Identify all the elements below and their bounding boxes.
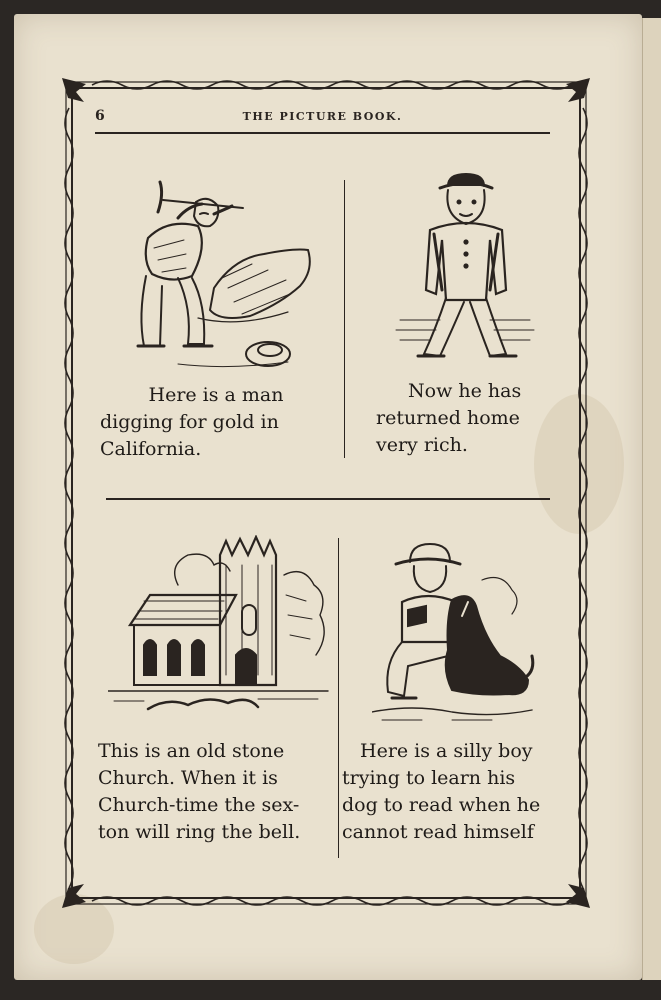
caption-line: Here is a silly boy — [360, 740, 533, 762]
caption-line: Church-time the sex- — [98, 794, 300, 816]
gold-digger-illustration — [118, 178, 313, 378]
caption-line: very rich. — [376, 434, 468, 456]
caption-line: California. — [100, 438, 202, 460]
caption-line: Here is a man — [148, 384, 284, 406]
adjacent-page-edge — [642, 18, 661, 980]
caption-gold-digger — [100, 382, 314, 463]
caption-line: cannot read himself — [342, 821, 534, 843]
page-number: 6 — [95, 108, 105, 124]
header-rule — [95, 132, 550, 134]
caption-line: trying to learn his — [342, 767, 516, 789]
caption-line: dog to read when he — [342, 794, 541, 816]
caption-line: returned home — [376, 407, 520, 429]
caption-line: This is an old stone — [98, 740, 285, 762]
caption-rich-man — [376, 378, 556, 459]
panel-divider-vertical-bottom — [338, 538, 339, 858]
boy-and-dog-illustration — [372, 540, 537, 730]
caption-boy-and-dog — [342, 738, 564, 846]
panel-divider-horizontal — [106, 498, 550, 500]
caption-line: Now he has — [408, 380, 522, 402]
caption-stone-church — [98, 738, 338, 846]
rich-man-illustration — [390, 170, 540, 370]
running-head — [95, 108, 550, 128]
stone-church-illustration — [108, 535, 333, 725]
book-title: THE PICTURE BOOK. — [242, 110, 403, 123]
caption-line: Church. When it is — [98, 767, 278, 789]
panel-divider-vertical-top — [344, 180, 345, 458]
caption-line: digging for gold in — [100, 411, 279, 433]
caption-line: ton will ring the bell. — [98, 821, 301, 843]
